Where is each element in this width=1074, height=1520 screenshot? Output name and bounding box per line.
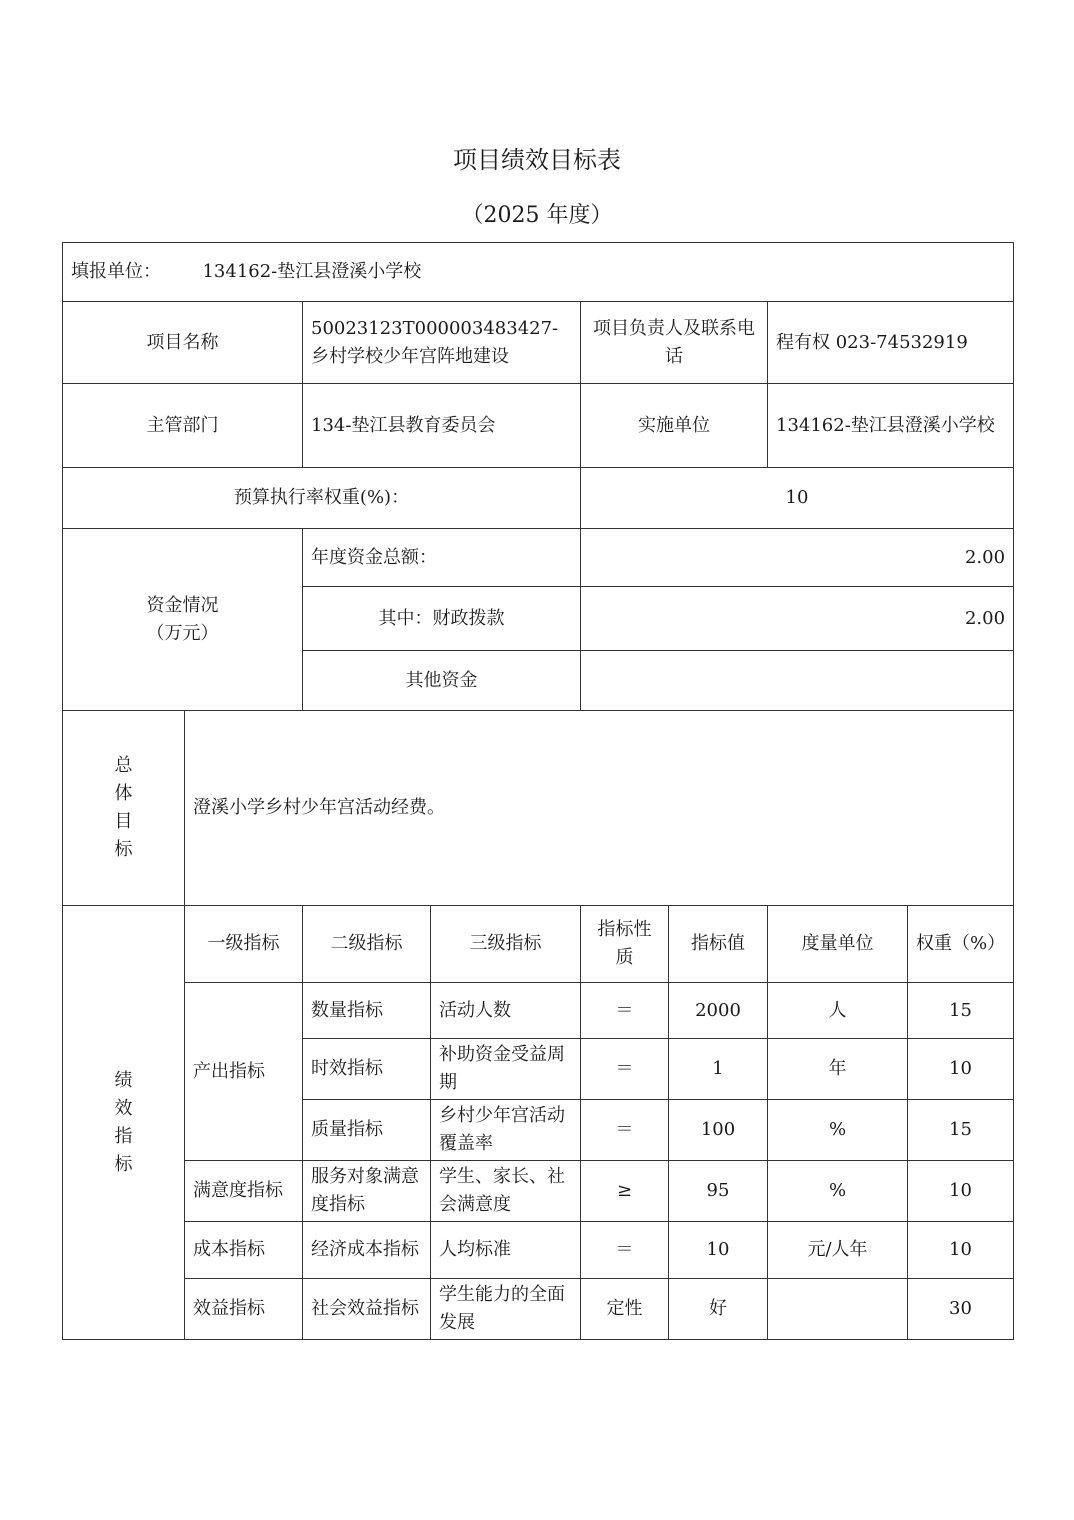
- funds-other-label: 其他资金: [303, 651, 581, 711]
- table-row: 时效指标 补助资金受益周期 ＝ 1 年 10: [63, 1039, 1014, 1100]
- reporting-unit-value: 134162-垫江县澄溪小学校: [202, 261, 422, 282]
- manager-value: 程有权 023-74532919: [768, 302, 1014, 384]
- funds-other-value: [581, 651, 1014, 711]
- funds-label: [63, 529, 303, 711]
- page-title: 项目绩效目标表: [453, 146, 621, 174]
- table-row: 产出指标 数量指标 活动人数 ＝ 2000 人 15: [63, 983, 1014, 1039]
- dept-value: 134-垫江县教育委员会: [303, 384, 581, 468]
- budget-rate-value: 10: [581, 468, 1014, 529]
- table-row: 满意度指标 服务对象满意度指标 学生、家长、社会满意度 ≥ 95 % 10: [63, 1161, 1014, 1222]
- table-row: 成本指标 经济成本指标 人均标准 ＝ 10 元/人年 10: [63, 1222, 1014, 1279]
- reporting-unit-row: [63, 243, 1014, 302]
- header-nature: 指标性质: [581, 906, 669, 983]
- budget-rate-label: 预算执行率权重(%)：: [63, 468, 581, 529]
- funds-total-label: 年度资金总额：: [303, 529, 581, 587]
- header-weight: 权重（%）: [908, 906, 1014, 983]
- funds-fiscal-label: 其中：财政拨款: [303, 587, 581, 651]
- page-subtitle: （2025 年度）: [461, 203, 613, 228]
- table-row: 效益指标 社会效益指标 学生能力的全面发展 定性 好 30: [63, 1279, 1014, 1340]
- table-row: 质量指标 乡村少年宫活动覆盖率 ＝ 100 % 15: [63, 1100, 1014, 1161]
- overall-goal-label: 总 体 目 标: [63, 711, 185, 906]
- overall-goal-text: 澄溪小学乡村少年宫活动经费。: [185, 711, 1014, 906]
- perf-indicators-label: 绩 效 指 标: [63, 906, 185, 1340]
- project-name-label: 项目名称: [63, 302, 303, 384]
- reporting-unit-label: 填报单位：: [71, 261, 161, 282]
- impl-value: 134162-垫江县澄溪小学校: [768, 384, 1014, 468]
- dept-label: 主管部门: [63, 384, 303, 468]
- header-level3: 三级指标: [431, 906, 581, 983]
- impl-label: 实施单位: [581, 384, 768, 468]
- funds-label-line1: 资金情况: [146, 594, 219, 616]
- funds-fiscal-value: 2.00: [581, 587, 1014, 651]
- project-name-value: 50023123T000003483427-乡村学校少年宫阵地建设: [303, 302, 581, 384]
- funds-label-line2: （万元）: [146, 622, 219, 644]
- header-level2: 二级指标: [303, 906, 431, 983]
- header-value: 指标值: [669, 906, 768, 983]
- manager-label: 项目负责人及联系电话: [581, 302, 768, 384]
- header-level1: 一级指标: [185, 906, 303, 983]
- header-unit: 度量单位: [768, 906, 908, 983]
- output-indicator-label: 产出指标: [185, 983, 303, 1161]
- performance-target-table: [62, 242, 1014, 1340]
- funds-total-value: 2.00: [581, 529, 1014, 587]
